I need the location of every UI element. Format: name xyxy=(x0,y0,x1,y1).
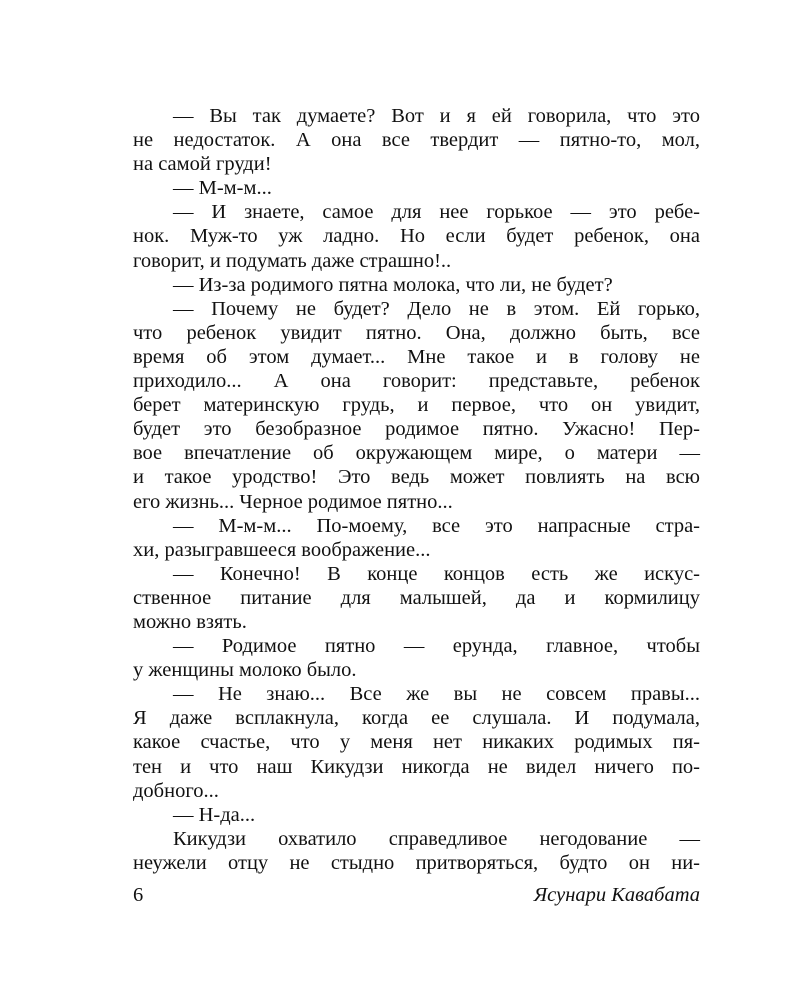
text-line: нок. Муж-то уж ладно. Но если будет ребенок, она xyxy=(133,225,700,248)
text-line: — Почему не будет? Дело не в этом. Ей горько, xyxy=(173,297,700,320)
text-line: — Не знаю... Все же вы не совсем правы... xyxy=(173,683,700,706)
page-number: 6 xyxy=(133,884,144,906)
text-line: и такое уродство! Это ведь может повлиять на всю xyxy=(133,466,700,489)
text-line: какое счастье, что у меня нет никаких родимых пя- xyxy=(133,731,700,754)
text-line: вое впечатление об окружающем мире, о матери — xyxy=(133,442,700,465)
text-line: — Вы так думаете? Вот и я ей говорила, что это xyxy=(173,105,700,127)
running-title: Ясунари Кавабата xyxy=(533,884,700,906)
text-line: будет это безобразное родимое пятно. Ужасно! Пер- xyxy=(133,418,700,441)
text-line: — Родимое пятно — ерунда, главное, чтобы xyxy=(173,635,700,658)
text-line: — Конечно! В конце концов есть же искус- xyxy=(173,562,700,585)
text-line: не недостаток. А она все твердит — пятно-то, мол, xyxy=(133,129,700,152)
text-line: — М-м-м... По-моему, все это напрасные стра- xyxy=(173,514,700,537)
text-line: на самой груди! xyxy=(133,153,272,176)
text-line: тен и что наш Кикудзи никогда не видел ничего по- xyxy=(133,755,700,778)
text-line: хи, разыгравшееся воображение... xyxy=(133,538,431,561)
text-line: — Н-да... xyxy=(173,803,256,826)
text-line: Кикудзи охватило справедливое негодование — xyxy=(173,827,700,850)
text-line: берет материнскую грудь, и первое, что он увидит, xyxy=(133,394,700,417)
text-line: говорит, и подумать даже страшно!.. xyxy=(133,249,452,272)
page-footer xyxy=(133,884,700,914)
text-line: добного... xyxy=(133,779,219,802)
body-text xyxy=(133,104,700,875)
text-line: неужели отцу не стыдно притворяться, будто он ни- xyxy=(133,851,700,874)
text-line: можно взять. xyxy=(133,610,247,633)
text-line: приходило... А она говорит: представьте, ребенок xyxy=(133,370,700,393)
text-line: — И знаете, самое для нее горькое — это ребе- xyxy=(173,201,700,224)
text-line: Я даже всплакнула, когда ее слушала. И подумала, xyxy=(133,707,700,730)
text-line: — Из-за родимого пятна молока, что ли, не будет? xyxy=(173,273,613,296)
text-line: ственное питание для малышей, да и кормилицу xyxy=(133,586,700,609)
text-line: что ребенок увидит пятно. Она, должно быть, все xyxy=(133,321,700,344)
text-line: время об этом думает... Мне такое и в голову не xyxy=(133,345,700,368)
text-line: у женщины молоко было. xyxy=(133,659,357,682)
text-line: — М-м-м... xyxy=(173,177,272,200)
text-line: его жизнь... Черное родимое пятно... xyxy=(133,490,453,513)
